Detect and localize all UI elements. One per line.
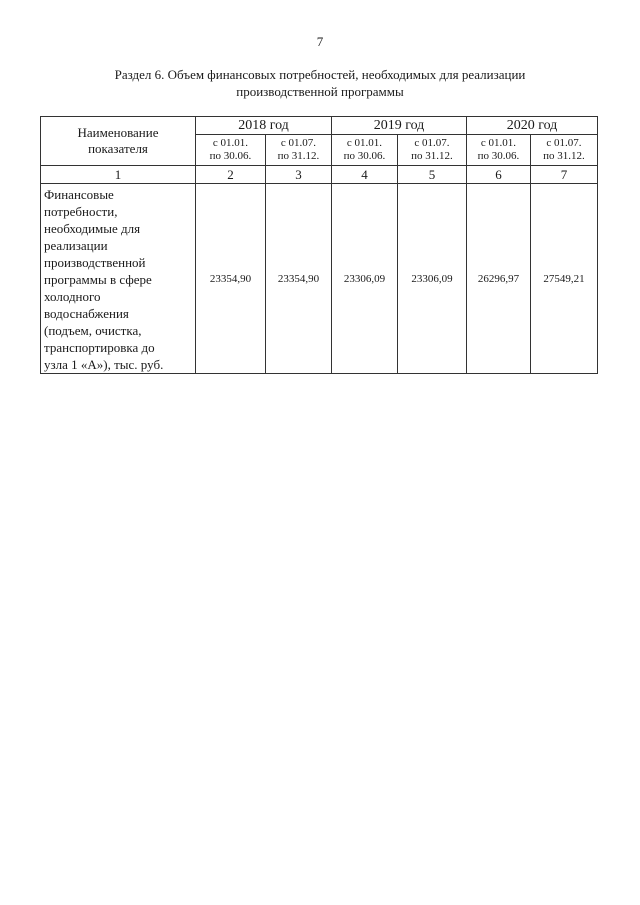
period-to: по 30.06.	[209, 150, 252, 162]
period-header	[196, 135, 266, 166]
column-number: 4	[332, 166, 398, 184]
period-to: по 30.06.	[343, 150, 386, 162]
period-header	[467, 135, 531, 166]
period-header	[332, 135, 398, 166]
period-from: с 01.01.	[212, 137, 249, 149]
period-header	[266, 135, 332, 166]
value-2018-h2: 23354,90	[266, 184, 332, 374]
period-from: с 01.07.	[280, 137, 317, 149]
page-number: 7	[316, 34, 324, 49]
row-label-line: водоснабжения	[44, 306, 129, 321]
year-header-2018: 2018 год	[196, 117, 332, 135]
value-2019-h2: 23306,09	[398, 184, 467, 374]
row-label-line: потребности,	[44, 204, 118, 219]
value-2020-h2: 27549,21	[531, 184, 598, 374]
indicator-name-header-line-1: Наименование	[77, 125, 159, 140]
column-number: 5	[398, 166, 467, 184]
indicator-name-header-line-2: показателя	[88, 141, 148, 156]
indicator-name-header	[41, 117, 196, 166]
row-label-financial-needs	[41, 184, 196, 374]
period-from: с 01.01.	[346, 137, 383, 149]
value-2018-h1: 23354,90	[196, 184, 266, 374]
row-label-line: необходимые для	[44, 221, 141, 236]
row-label-line: узла 1 «А»), тыс. руб.	[44, 357, 164, 372]
period-to: по 31.12.	[277, 150, 320, 162]
period-from: с 01.01.	[480, 137, 517, 149]
period-to: по 30.06.	[477, 150, 520, 162]
period-to: по 31.12.	[543, 150, 585, 162]
value-2019-h1: 23306,09	[332, 184, 398, 374]
column-number: 1	[41, 166, 196, 184]
year-header-2020: 2020 год	[467, 117, 598, 135]
row-label-line: реализации	[44, 238, 108, 253]
period-to: по 31.12.	[411, 150, 453, 162]
row-label-line: холодного	[44, 289, 101, 304]
section-title	[40, 66, 600, 100]
period-from: с 01.07.	[546, 137, 582, 149]
row-label-line: (подъем, очистка,	[44, 323, 142, 338]
row-label-line: программы в сфере	[44, 272, 152, 287]
period-header	[398, 135, 467, 166]
section-title-line-2: производственной программы	[236, 84, 404, 99]
period-header	[531, 135, 598, 166]
year-header-2019: 2019 год	[332, 117, 467, 135]
column-number: 3	[266, 166, 332, 184]
section-title-line-1: Раздел 6. Объем финансовых потребностей, необходимых для реализации	[114, 67, 526, 82]
row-label-line: транспортировка до	[44, 340, 155, 355]
column-number: 7	[531, 166, 598, 184]
value-2020-h1: 26296,97	[467, 184, 531, 374]
column-number: 2	[196, 166, 266, 184]
period-from: с 01.07.	[414, 137, 450, 149]
financial-needs-table	[40, 116, 598, 374]
column-number: 6	[467, 166, 531, 184]
table-row	[41, 184, 598, 374]
row-label-line: Финансовые	[44, 187, 114, 202]
row-label-line: производственной	[44, 255, 146, 270]
